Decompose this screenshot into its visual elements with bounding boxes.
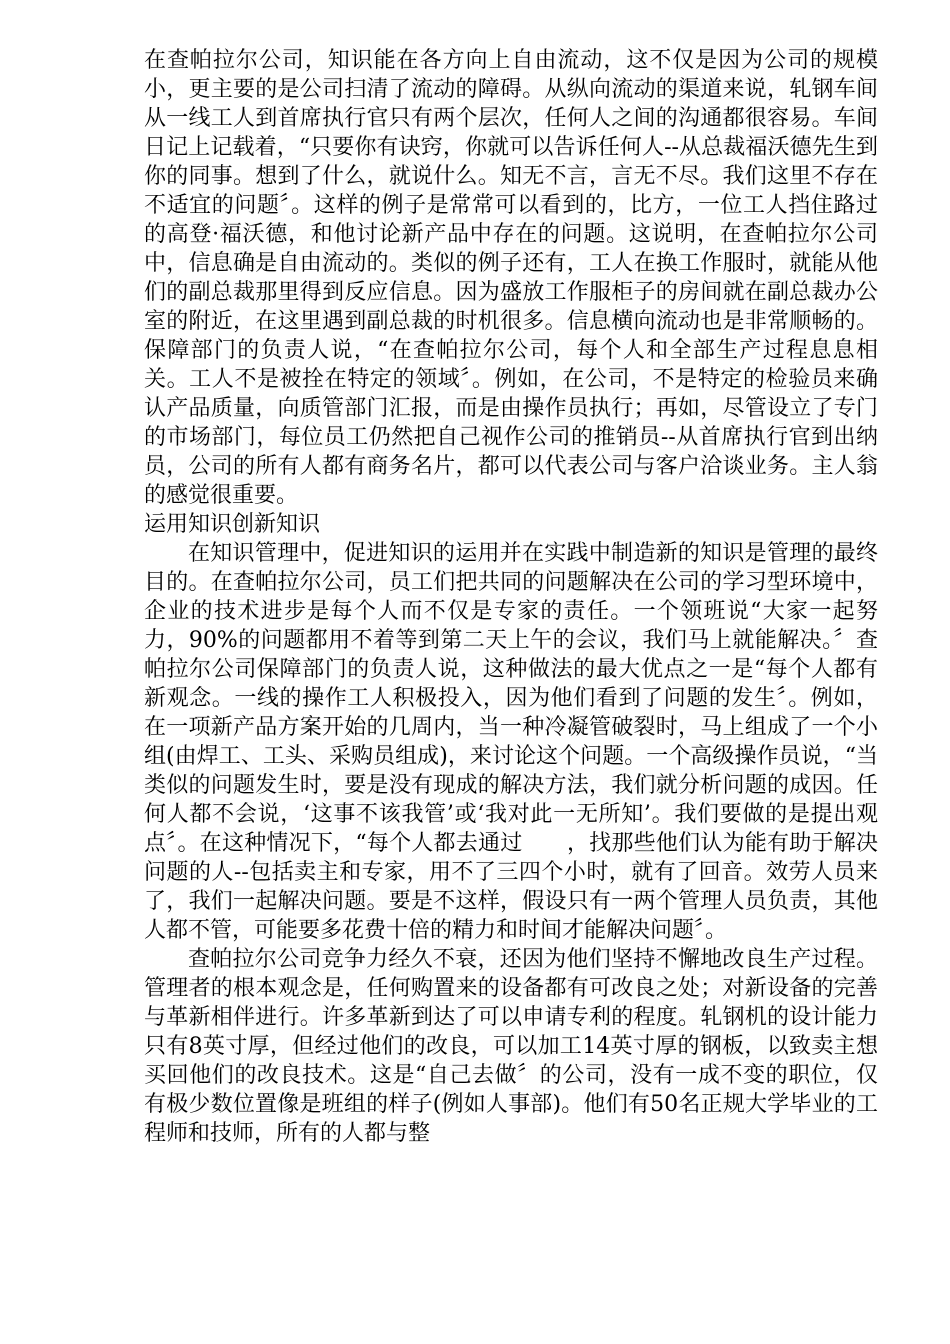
body-paragraph-2: 在知识管理中，促进知识的运用并在实践中制造新的知识是管理的最终目的。在查帕拉尔公司，员工们把共同的问题解决在公司的学习型环境中，企业的技术进步是每个人而不仅是专家的责任。一个领班说“大家一起努力，90%的问题都用不着等到第二天上午的会议，我们马上就能解决。〞查帕拉尔公司保障部门的负责人说，这种做法的最大优点之一是“每个人都有新观念。一线的操作工人积极投入，因为他们看到了问题的发生〞。例如，在一项新产品方案开始的几周内，当一种冷凝管破裂时，马上组成了一个小组(由焊工、工头、采购员组成)，来讨论这个问题。一个高级操作员说，“当类似的问题发生时，要是没有现成的解决方法，我们就分析问题的成因。任何人都不会说，‘这事不该我管’或‘我对此一无所知’。我们要做的是提出观点〞。在这种情况下，“每个人都去通过 ，找那些他们认为能有助于解决问题的人--包括卖主和专家，用不了三四个小时，就有了回音。效劳人员来了，我们一起解决问题。要是不这样，假设只有一两个管理人员负责，其他人都不管，可能要多花费十倍的精力和时间才能解决问题〞。 <box>144 541 878 943</box>
section-heading: 运用知识创新知识 <box>144 512 321 537</box>
document-page <box>144 46 878 1148</box>
body-paragraph-3: 查帕拉尔公司竞争力经久不衰，还因为他们坚持不懈地改良生产过程。管理者的根本观念是，任何购置来的设备都有可改良之处；对新设备的完善与革新相伴进行。许多革新到达了可以申请专利的程度。轧钢机的设计能力只有8英寸厚，但经过他们的改良，可以加工14英寸厚的钢板，以致卖主想买回他们的改良技术。这是“自己去做〞的公司，没有一成不变的职位，仅有极少数位置像是班组的样子(例如人事部)。他们有50名正规大学毕业的工程师和技师，所有的人都与整 <box>144 947 878 1146</box>
body-paragraph-1: 在查帕拉尔公司，知识能在各方向上自由流动，这不仅是因为公司的规模小，更主要的是公司扫清了流动的障碍。从纵向流动的渠道来说，轧钢车间从一线工人到首席执行官只有两个层次，任何人之间的沟通都很容易。车间日记上记载着，“只要你有诀窍，你就可以告诉任何人--从总裁福沃德先生到你的同事。想到了什么，就说什么。知无不言，言无不尽。我们这里不存在不适宜的问题〞。这样的例子是常常可以看到的，比方，一位工人挡住路过的高登·福沃德，和他讨论新产品中存在的问题。这说明，在查帕拉尔公司中，信息确是自由流动的。类似的例子还有，工人在换工作服时，就能从他们的副总裁那里得到反应信息。因为盛放工作服柜子的房间就在副总裁办公室的附近，在这里遇到副总裁的时机很多。信息横向流动也是非常顺畅的。保障部门的负责人说，“在查帕拉尔公司，每个人和全部生产过程息息相关。工人不是被拴在特定的领域〞。例如，在公司，不是特定的检验员来确认产品质量，向质管部门汇报，而是由操作员执行；再如，尽管设立了专门的市场部门，每位员工仍然把自己视作公司的推销员--从首席执行官到出纳员，公司的所有人都有商务名片，都可以代表公司与客户洽谈业务。主人翁的感觉很重要。 <box>144 48 878 508</box>
